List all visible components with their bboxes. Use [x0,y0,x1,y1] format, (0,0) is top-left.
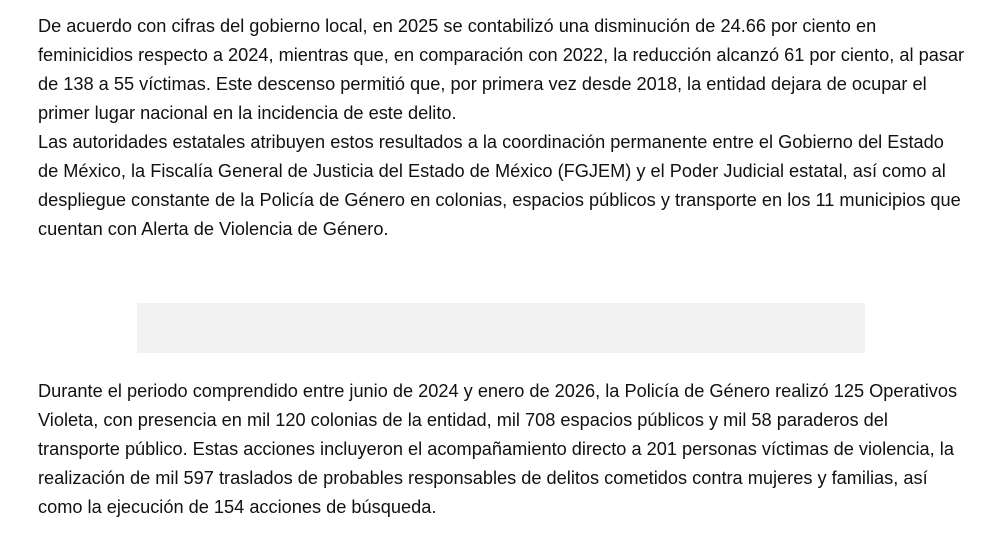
article-body [38,12,968,244]
article-paragraph-1: De acuerdo con cifras del gobierno local, en 2025 se contabilizó una disminución de 24.66 por ciento en feminicidios respecto a 2024, mientras que, en comparación con 2022, la reducción alcanzó 61 por ciento, al pasar de 138 a 55 víctimas. Este descenso permitió que, por primera vez desde 2018, la entidad dejara de ocupar el primer lugar nacional en la incidencia de este delito. [38,16,965,123]
article-paragraph-2: Las autoridades estatales atribuyen estos resultados a la coordinación permanente entre el Gobierno del Estado de México, la Fiscalía General de Justicia del Estado de México (FGJEM) y el Poder Judicial estatal, así como al despliegue constante de la Policía de Género en colonias, espacios públicos y transporte en los 11 municipios que cuentan con Alerta de Violencia de Género. [38,132,961,239]
article-paragraph-3: Durante el periodo comprendido entre junio de 2024 y enero de 2026, la Policía de Género realizó 125 Operativos Violeta, con presencia en mil 120 colonias de la entidad, mil 708 espacios públicos y mil 58 paraderos del transporte público. Estas acciones incluyeron el acompañamiento directo a 201 personas víctimas de violencia, la realización de mil 597 traslados de probables responsables de delitos cometidos contra mujeres y familias, así como la ejecución de 154 acciones de búsqueda. [38,381,958,517]
ad-placeholder [137,303,865,353]
